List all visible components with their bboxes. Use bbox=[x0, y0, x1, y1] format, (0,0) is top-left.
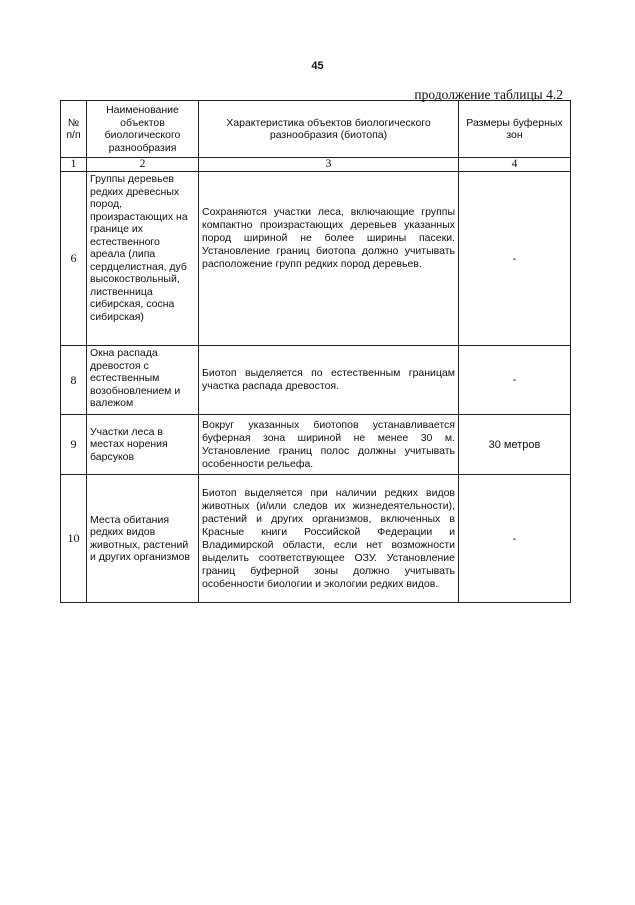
row-number: 6 bbox=[61, 172, 87, 346]
header-name: Наименование объектов биологического разнообразия bbox=[87, 101, 199, 158]
table-caption: продолжение таблицы 4.2 bbox=[414, 87, 563, 102]
page-number: 45 bbox=[311, 60, 324, 72]
column-number: 4 bbox=[459, 158, 571, 172]
column-number: 1 bbox=[61, 158, 87, 172]
object-name: Окна распада древостоя с естественным возобновлением и валежом bbox=[87, 346, 199, 415]
object-name: Группы деревьев редких древесных пород, произрастающих на границе их естественного ареала (липа сердцелистная, дуб высокоствольный, лиственница сибирская, сосна сибирская) bbox=[87, 172, 199, 346]
buffer-size: - bbox=[459, 172, 571, 346]
object-name: Места обитания редких видов животных, растений и других организмов bbox=[87, 475, 199, 603]
object-description: Биотоп выделяется при наличии редких видов животных (и/или следов их жизнедеятельности), растений и других организмов, включенных в Красные книги Российской Федерации и Владимирской области, если нет возможности выделить соответствующее ОЗУ. Установление границ буферной зоны должно учитывать особенности биологии и экологии редких видов. bbox=[199, 475, 459, 603]
header-buffer: Размеры буферных зон bbox=[459, 101, 571, 158]
buffer-size: - bbox=[459, 346, 571, 415]
row-number: 8 bbox=[61, 346, 87, 415]
table-row bbox=[61, 475, 571, 603]
header-description: Характеристика объектов биологического разнообразия (биотопа) bbox=[199, 101, 459, 158]
object-description: Вокруг указанных биотопов устанавливается буферная зона шириной не менее 30 м. Установление границ полос должны учитывать особенности рельефа. bbox=[199, 415, 459, 475]
buffer-size: - bbox=[459, 475, 571, 603]
row-number: 9 bbox=[61, 415, 87, 475]
object-name: Участки леса в местах норения барсуков bbox=[87, 415, 199, 475]
column-number: 3 bbox=[199, 158, 459, 172]
row-number: 10 bbox=[61, 475, 87, 603]
object-description: Сохраняются участки леса, включающие группы компактно произрастающих деревьев указанных пород шириной не более ширины пасеки. Установление границ биотопа должно учитывать расположение групп редких пород деревьев. bbox=[199, 172, 459, 346]
table-row bbox=[61, 415, 571, 475]
column-number-row bbox=[61, 158, 571, 172]
object-description: Биотоп выделяется по естественным границам участка распада древостоя. bbox=[199, 346, 459, 415]
table-row bbox=[61, 346, 571, 415]
header-number: № п/п bbox=[61, 101, 87, 158]
table-header-row bbox=[61, 101, 571, 158]
table-row bbox=[61, 172, 571, 346]
biodiversity-table bbox=[60, 100, 571, 603]
column-number: 2 bbox=[87, 158, 199, 172]
buffer-size: 30 метров bbox=[459, 415, 571, 475]
